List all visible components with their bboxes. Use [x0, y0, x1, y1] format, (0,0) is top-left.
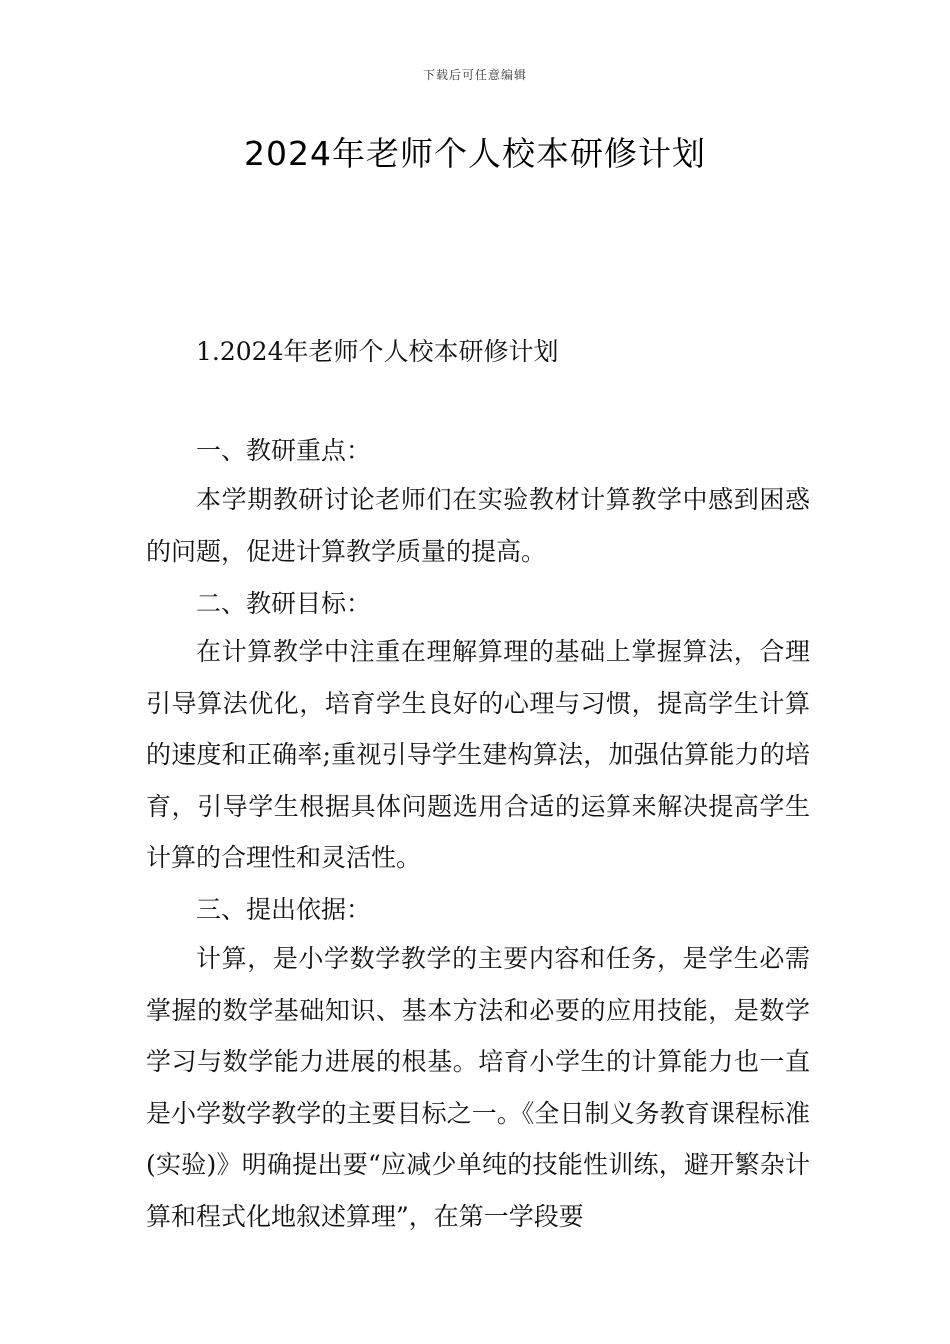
section-paragraph-1: 本学期教研讨论老师们在实验教材计算教学中感到困惑的问题，促进计算教学质量的提高。 [146, 485, 810, 566]
section-paragraph-2: 在计算教学中注重在理解算理的基础上掌握算法，合理引导算法优化，培育学生良好的心理与习惯，提高学生计算的速度和正确率;重视引导学生建构算法，加强估算能力的培育，引导学生根据具体问题选用合适的运算来解决提高学生计算的合理性和灵活性。 [146, 637, 810, 872]
section-paragraph-3: 计算，是小学数学教学的主要内容和任务，是学生必需掌握的数学基础知识、基本方法和必要的应用技能，是数学学习与数学能力进展的根基。培育小学生的计算能力也一直是小学数学教学的主要目标之一。《全日制义务教育课程标准(实验)》明确提出要“应减少单纯的技能性训练，避开繁杂计算和程式化地叙述算理”，在第一学段要 [146, 944, 810, 1231]
header-note: 下载后可任意编辑 [422, 68, 527, 82]
document-title: 2024年老师个人校本研修计划 [244, 134, 706, 173]
section-heading-3: 三、提出依据： [196, 895, 372, 924]
section-heading-2: 二、教研目标： [196, 589, 372, 618]
section-heading-1: 一、教研重点： [196, 436, 372, 465]
numbered-title: 1.2024年老师个人校本研修计划 [196, 337, 559, 366]
